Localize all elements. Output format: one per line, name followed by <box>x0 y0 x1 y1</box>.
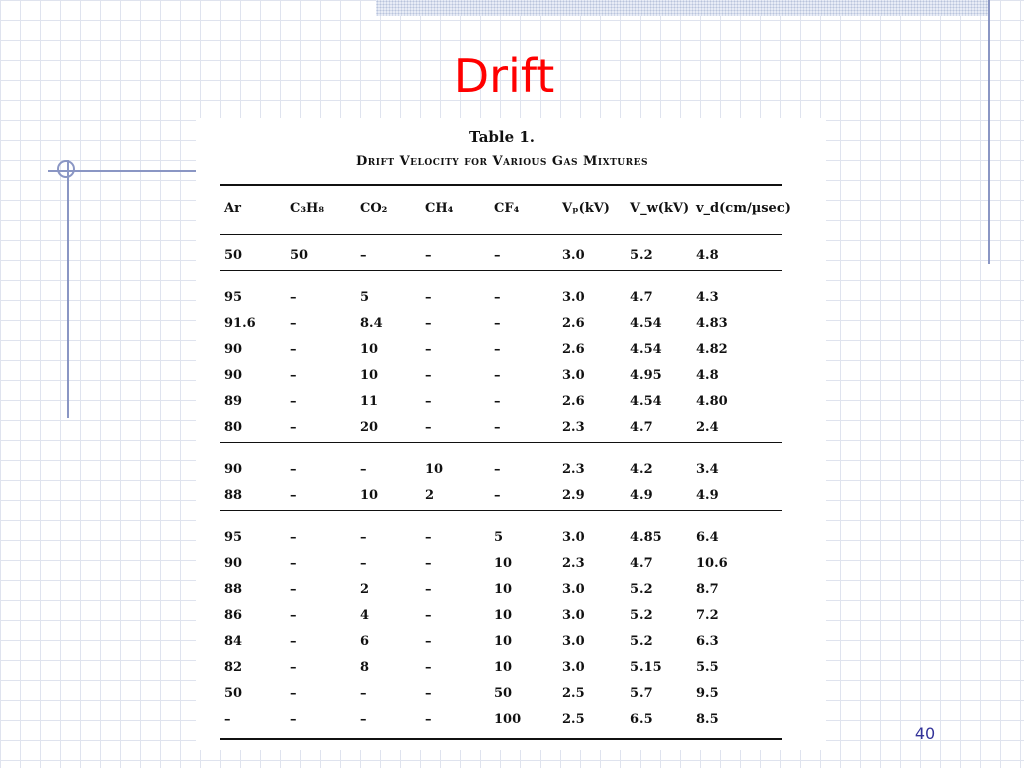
table-cell: 10 <box>494 556 513 571</box>
table-cell: – <box>425 686 432 701</box>
decorative-left-line <box>67 160 69 418</box>
table-cell: 10 <box>494 660 513 675</box>
table-cell: 10.6 <box>696 556 728 571</box>
table-cell: 10 <box>360 342 379 357</box>
table-cell: 86 <box>224 608 243 623</box>
table-cell: – <box>360 530 367 545</box>
table-cell: 3.0 <box>562 530 585 545</box>
table-cell: – <box>290 342 297 357</box>
table-cell: 5.5 <box>696 660 719 675</box>
table-cell: 10 <box>494 634 513 649</box>
table-cell: 90 <box>224 462 243 477</box>
table-cell: – <box>425 420 432 435</box>
table-cell: CO₂ <box>360 201 388 216</box>
table-cell: 95 <box>224 290 243 305</box>
table-row <box>220 288 790 308</box>
table-cell: 84 <box>224 634 243 649</box>
table-group-rule <box>220 510 782 511</box>
table-cell: 10 <box>494 582 513 597</box>
table-row <box>220 710 790 730</box>
table-cell: – <box>290 556 297 571</box>
table-cell: 4.80 <box>696 394 728 409</box>
table-cell: 5 <box>360 290 370 305</box>
table-cell: 4.3 <box>696 290 719 305</box>
table-cell: – <box>425 342 432 357</box>
table-cell: 3.0 <box>562 368 585 383</box>
table-cell: – <box>290 686 297 701</box>
table-cell: 90 <box>224 556 243 571</box>
table-cell: – <box>425 530 432 545</box>
table-cell: 90 <box>224 342 243 357</box>
table-cell: 82 <box>224 660 243 675</box>
table-cell: 5.2 <box>630 634 653 649</box>
table-cell: 95 <box>224 530 243 545</box>
table-cell: 2.9 <box>562 488 585 503</box>
decorative-circle <box>57 160 75 178</box>
table-cell: 3.0 <box>562 608 585 623</box>
table-cell: – <box>360 712 367 727</box>
table-cell: 4.9 <box>696 488 719 503</box>
table-cell: – <box>494 462 501 477</box>
table-cell: 50 <box>494 686 513 701</box>
table-cell: CH₄ <box>425 201 454 216</box>
table-cell: – <box>494 368 501 383</box>
table-cell: 4.7 <box>630 420 653 435</box>
table-cell: 6.5 <box>630 712 653 727</box>
table-cell: – <box>290 488 297 503</box>
table-cell: 10 <box>425 462 444 477</box>
table-row <box>220 580 790 600</box>
table-cell: – <box>290 582 297 597</box>
table-cell: 91.6 <box>224 316 256 331</box>
table-cell: Vₚ(kV) <box>562 201 610 216</box>
table-cell: 3.0 <box>562 660 585 675</box>
table-cell: – <box>290 368 297 383</box>
table-cell: 6.3 <box>696 634 719 649</box>
table-cell: 2 <box>360 582 370 597</box>
table-cell: 4.8 <box>696 368 719 383</box>
table-cell: 2.5 <box>562 712 585 727</box>
table-cell: V_w(kV) <box>630 201 690 216</box>
table-cell: – <box>290 316 297 331</box>
table-cell: – <box>425 316 432 331</box>
table-cell: 2.6 <box>562 342 585 357</box>
table-cell: 89 <box>224 394 243 409</box>
table-row <box>220 314 790 334</box>
table-group-rule <box>220 442 782 443</box>
table-caption: Table 1. <box>468 128 536 146</box>
table-cell: 50 <box>290 248 309 263</box>
table-cell: 4.7 <box>630 556 653 571</box>
table-row <box>220 340 790 360</box>
table-cell: 5.7 <box>630 686 653 701</box>
table-cell: – <box>425 556 432 571</box>
table-cell: – <box>425 394 432 409</box>
table-cell: 20 <box>360 420 379 435</box>
table-cell: – <box>290 420 297 435</box>
table-cell: 100 <box>494 712 522 727</box>
table-cell: – <box>290 712 297 727</box>
table-cell: 5 <box>494 530 504 545</box>
table-cell: 3.4 <box>696 462 719 477</box>
table-row <box>220 392 790 412</box>
table-cell: – <box>290 634 297 649</box>
table-cell: 80 <box>224 420 243 435</box>
table-cell: v_d(cm/µsec) <box>696 201 791 216</box>
table-cell: – <box>494 488 501 503</box>
table-cell: 4.95 <box>630 368 662 383</box>
table-cell: 3.0 <box>562 290 585 305</box>
table-cell: – <box>425 608 432 623</box>
table-cell: 4.54 <box>630 394 662 409</box>
table-top-rule <box>220 184 782 186</box>
table-cell: – <box>425 248 432 263</box>
table-cell: – <box>290 608 297 623</box>
table-cell: 5.2 <box>630 248 653 263</box>
table-cell: 4.54 <box>630 342 662 357</box>
table-cell: 6.4 <box>696 530 719 545</box>
table-row <box>220 684 790 704</box>
table-cell: 3.0 <box>562 634 585 649</box>
table-cell: 2.6 <box>562 394 585 409</box>
table-cell: CF₄ <box>494 201 520 216</box>
table-cell: 2.6 <box>562 316 585 331</box>
table-subcaption: Drift Velocity for Various Gas Mixtures <box>356 154 648 169</box>
table-cell: Ar <box>224 201 241 216</box>
table-cell: – <box>360 248 367 263</box>
table-cell: – <box>360 556 367 571</box>
table-row <box>220 554 790 574</box>
table-cell: 5.2 <box>630 582 653 597</box>
table-cell: 7.2 <box>696 608 719 623</box>
table-cell: 6 <box>360 634 370 649</box>
table-cell: 2.3 <box>562 462 585 477</box>
table-cell: 4.82 <box>696 342 728 357</box>
table-cell: 4.7 <box>630 290 653 305</box>
table-cell: 5.2 <box>630 608 653 623</box>
table-cell: 4.85 <box>630 530 662 545</box>
table-row <box>220 528 790 548</box>
table-cell: 4.8 <box>696 248 719 263</box>
table-cell: 8.4 <box>360 316 383 331</box>
table-cell: – <box>425 712 432 727</box>
table-header-rule <box>220 234 782 235</box>
table-cell: – <box>494 394 501 409</box>
table-row <box>220 632 790 652</box>
table-cell: – <box>425 634 432 649</box>
table-cell: 3.0 <box>562 582 585 597</box>
table-cell: 10 <box>494 608 513 623</box>
table-cell: – <box>290 462 297 477</box>
table-cell: 8.5 <box>696 712 719 727</box>
table-cell: – <box>425 368 432 383</box>
decorative-right-line <box>988 0 990 264</box>
table-cell: 9.5 <box>696 686 719 701</box>
table-cell: – <box>290 394 297 409</box>
table-cell: 50 <box>224 248 243 263</box>
table-cell: 4.54 <box>630 316 662 331</box>
drift-velocity-table <box>196 118 826 750</box>
table-cell: 2.4 <box>696 420 719 435</box>
table-cell: 2.3 <box>562 420 585 435</box>
table-cell: 8 <box>360 660 370 675</box>
table-cell: – <box>425 290 432 305</box>
table-cell: 5.15 <box>630 660 662 675</box>
table-row <box>220 366 790 386</box>
page-number: 40 <box>914 724 936 743</box>
table-cell: – <box>360 462 367 477</box>
table-cell: 4.9 <box>630 488 653 503</box>
table-cell: – <box>425 582 432 597</box>
table-cell: 4.83 <box>696 316 728 331</box>
table-cell: 88 <box>224 488 243 503</box>
table-cell: 88 <box>224 582 243 597</box>
table-row <box>220 246 790 266</box>
table-cell: 90 <box>224 368 243 383</box>
table-cell: 8.7 <box>696 582 719 597</box>
table-cell: 3.0 <box>562 248 585 263</box>
table-cell: 2.3 <box>562 556 585 571</box>
table-cell: – <box>494 290 501 305</box>
decorative-top-band <box>376 0 988 16</box>
table-cell: – <box>425 660 432 675</box>
table-cell: 50 <box>224 686 243 701</box>
slide-title: Drift <box>453 49 555 103</box>
table-cell: – <box>494 420 501 435</box>
table-cell: 10 <box>360 488 379 503</box>
table-cell: 4 <box>360 608 370 623</box>
table-cell: 2 <box>425 488 435 503</box>
table-cell: – <box>494 316 501 331</box>
table-cell: – <box>290 660 297 675</box>
table-row <box>220 486 790 506</box>
table-cell: 11 <box>360 394 379 409</box>
table-cell: 10 <box>360 368 379 383</box>
table-header-row <box>220 199 790 219</box>
table-cell: – <box>360 686 367 701</box>
table-group-rule <box>220 270 782 271</box>
table-cell: – <box>494 342 501 357</box>
table-cell: 2.5 <box>562 686 585 701</box>
table-row <box>220 418 790 438</box>
table-bottom-rule <box>220 738 782 740</box>
table-cell: 4.2 <box>630 462 653 477</box>
table-row <box>220 658 790 678</box>
table-cell: C₃H₈ <box>290 201 325 216</box>
table-cell: – <box>290 290 297 305</box>
table-cell: – <box>494 248 501 263</box>
table-row <box>220 606 790 626</box>
table-cell: – <box>290 530 297 545</box>
table-row <box>220 460 790 480</box>
table-cell: – <box>224 712 231 727</box>
